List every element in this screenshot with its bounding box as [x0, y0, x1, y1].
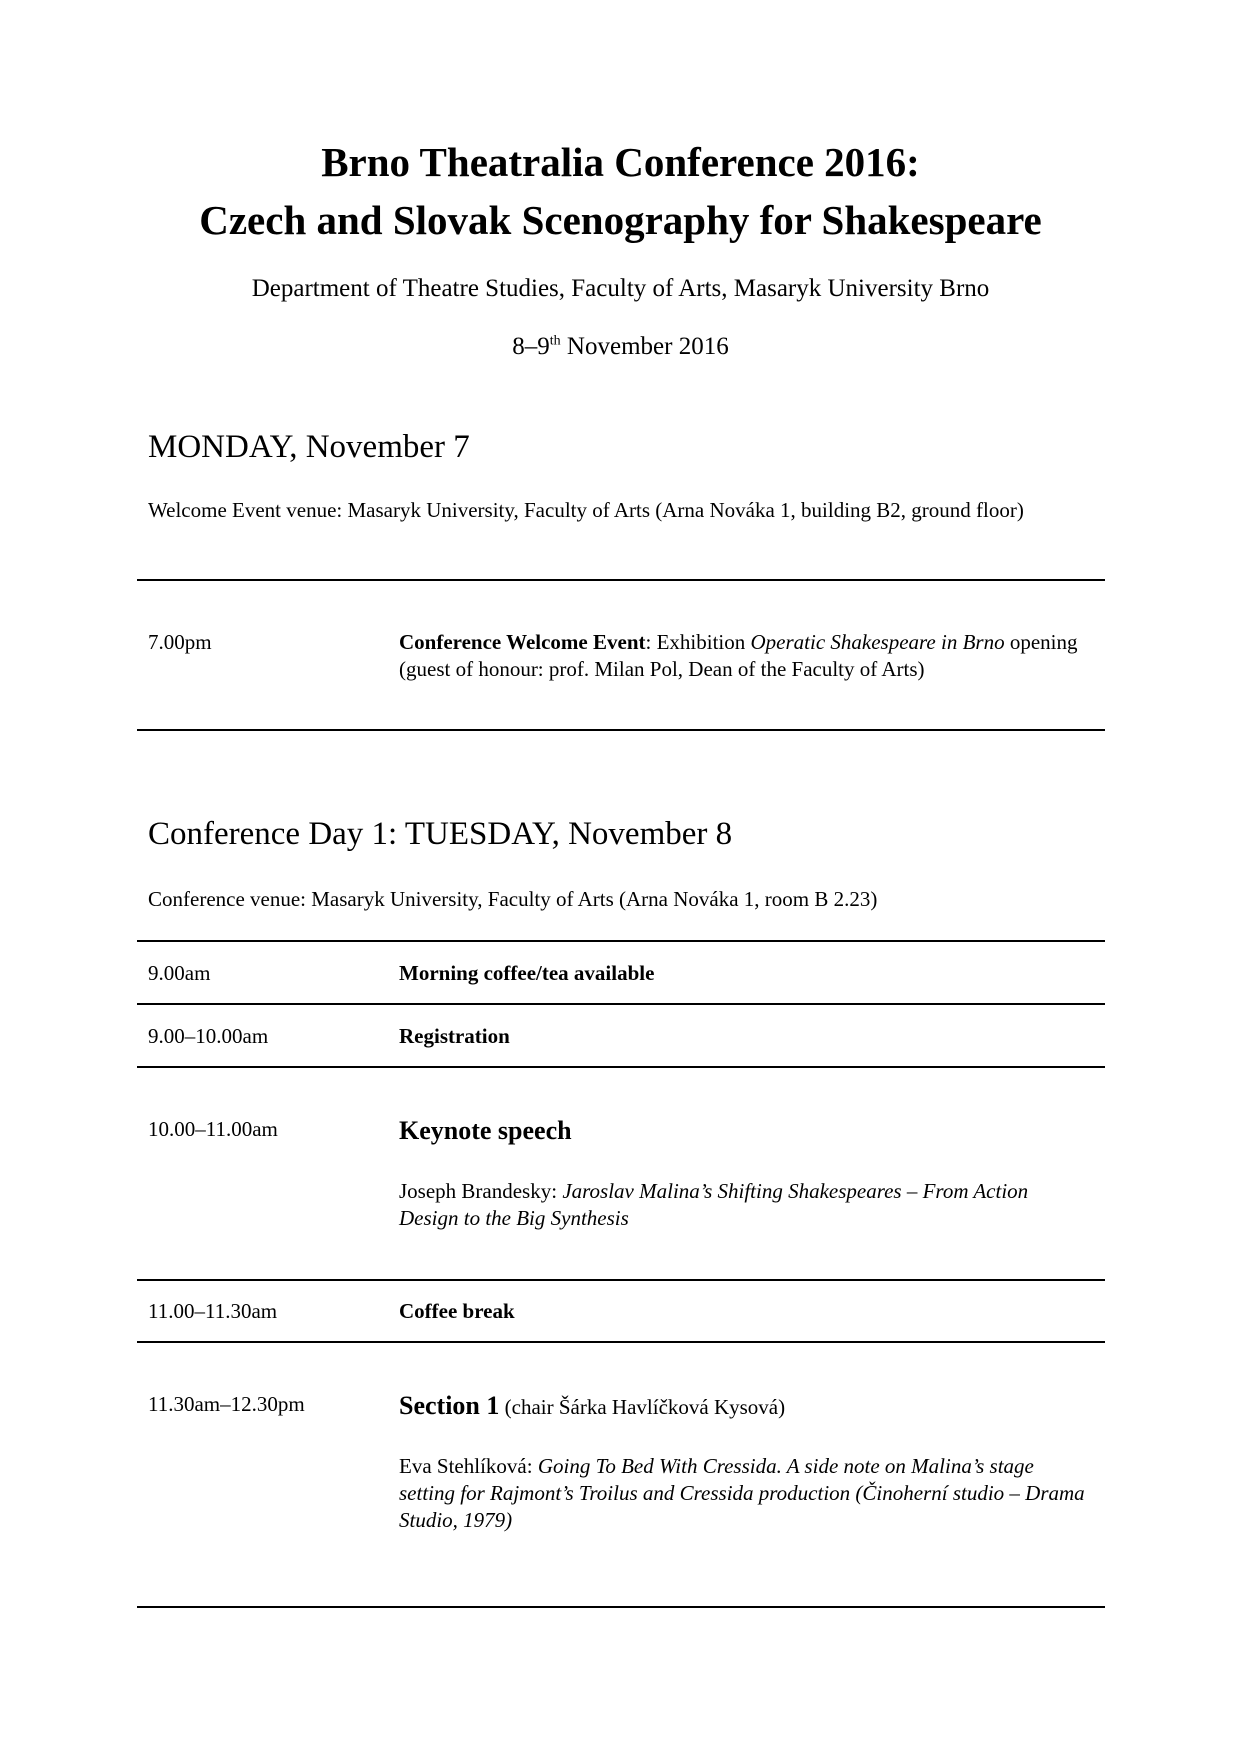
speaker-name: Joseph Brandesky: [399, 1179, 563, 1203]
welcome-event-description [399, 629, 1089, 683]
schedule-time: 7.00pm [148, 630, 212, 654]
conference-title-line2: Czech and Slovak Scenography for Shakespeare [199, 197, 1042, 243]
schedule-time: 11.00–11.30am [148, 1299, 278, 1323]
department-line: Department of Theatre Studies, Faculty of Arts, Masaryk University Brno [251, 275, 990, 302]
divider [137, 940, 1105, 942]
divider [137, 579, 1105, 581]
divider [137, 1066, 1105, 1068]
event-title: Morning coffee/tea available [399, 961, 655, 985]
schedule-time: 10.00–11.00am [148, 1117, 278, 1141]
keynote-paper [399, 1178, 1089, 1232]
conference-dates [0, 333, 1241, 361]
divider [137, 1003, 1105, 1005]
event-title: Conference Welcome Event [399, 630, 646, 654]
event-text: opening (guest of honour: prof. Milan Pol, Dean of the Faculty of Arts) [399, 630, 1078, 681]
monday-venue: Welcome Event venue: Masaryk University, Faculty of Arts (Arna Nováka 1, building B2, ground floor) [148, 498, 1024, 522]
event-title: Registration [399, 1024, 510, 1048]
schedule-time: 11.30am–12.30pm [148, 1392, 305, 1416]
date-suffix: November 2016 [560, 333, 729, 360]
monday-heading: MONDAY, November 7 [148, 429, 470, 465]
paper-title: Jaroslav Malina’s Shifting Shakespeares – From Action Design to the Big Synthesis [399, 1179, 1029, 1230]
date-superscript: th [549, 333, 561, 349]
event-text: : Exhibition [645, 630, 751, 654]
schedule-time: 9.00am [148, 961, 211, 985]
exhibition-title: Operatic Shakespeare in Brno [750, 630, 1005, 654]
paper-title: Going To Bed With Cressida. A side note on Malina’s stage setting for Rajmont’s Troilus and Cressida production (Činoherní studio – Drama Studio, 1979) [399, 1454, 1085, 1532]
section-heading [399, 1392, 1089, 1421]
speaker-name: Eva Stehlíková: [399, 1454, 538, 1478]
schedule-time: 9.00–10.00am [148, 1024, 269, 1048]
tuesday-heading: Conference Day 1: TUESDAY, November 8 [148, 816, 733, 852]
event-title: Coffee break [399, 1299, 515, 1323]
date-prefix: 8–9 [512, 333, 550, 360]
conference-title-line1: Brno Theatralia Conference 2016: [321, 139, 920, 185]
tuesday-venue: Conference venue: Masaryk University, Faculty of Arts (Arna Nováka 1, room B 2.23) [148, 887, 878, 911]
divider [137, 1606, 1105, 1608]
section-paper [399, 1453, 1089, 1534]
section-chair: (chair Šárka Havlíčková Kysová) [499, 1395, 786, 1419]
keynote-title: Keynote speech [399, 1116, 572, 1145]
divider [137, 1341, 1105, 1343]
divider [137, 1279, 1105, 1281]
divider [137, 729, 1105, 731]
section-title: Section 1 [399, 1391, 500, 1420]
